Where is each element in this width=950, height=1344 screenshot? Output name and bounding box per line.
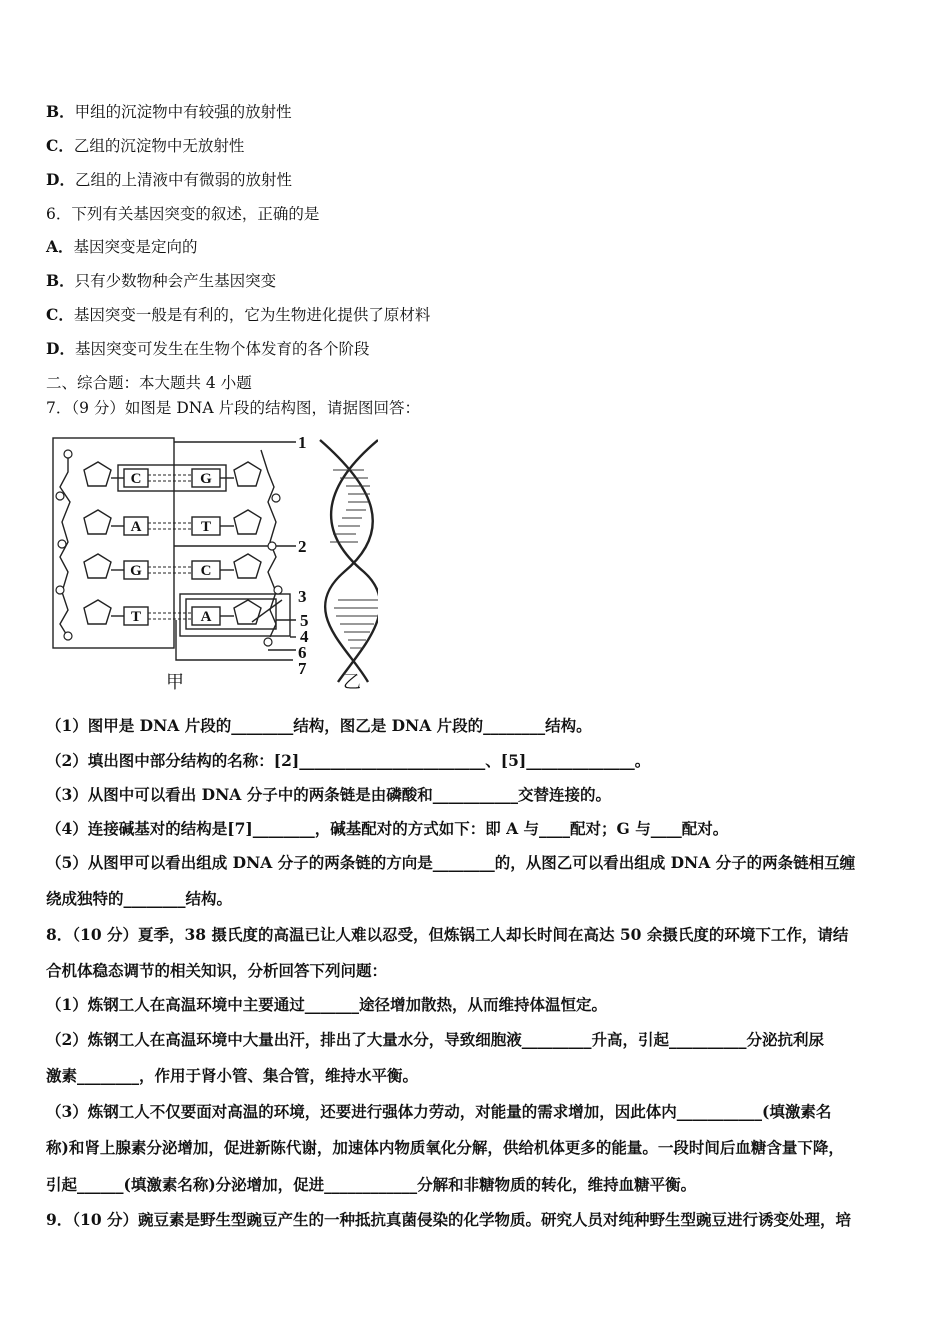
base-left-4: T bbox=[130, 609, 142, 625]
label-3: 3 bbox=[298, 587, 307, 606]
q8-sub-2: （2）炼钢工人在高温环境中大量出汗，排出了大量水分，导致细胞液_________升高，引起__________分泌抗利尿 bbox=[46, 1030, 825, 1049]
q8-sub-3-cont2: 引起______(填激素名称)分泌增加，促进____________分解和非糖物质的转化，维持血糖平衡。 bbox=[46, 1175, 697, 1194]
label-6: 6 bbox=[298, 643, 307, 662]
q9-stem: 9．（10 分）豌豆素是野生型豌豆产生的一种抵抗真菌侵染的化学物质。研究人员对纯种野生型豌豆进行诱变处理，培 bbox=[46, 1210, 852, 1229]
q7-sub-4: （4）连接碱基对的结构是[7]________，碱基配对的方式如下：即 A 与____配对；G 与____配对。 bbox=[46, 819, 729, 838]
figure-label-yi: 乙 bbox=[343, 672, 361, 692]
q8-sub-3: （3）炼钢工人不仅要面对高温的环境，还要进行强体力劳动，对能量的需求增加，因此体内___________(填激素名 bbox=[46, 1102, 832, 1121]
q7-sub-5: （5）从图甲可以看出组成 DNA 分子的两条链的方向是________的，从图乙可以看出组成 DNA 分子的两条链相互缠 bbox=[46, 853, 856, 872]
q7-sub-1: （1）图甲是 DNA 片段的________结构，图乙是 DNA 片段的________结构。 bbox=[46, 716, 592, 735]
q8-stem-line1: 8．（10 分）夏季，38 摄氏度的高温已让人难以忍受，但炼锅工人却长时间在高达 50 余摄氏度的环境下工作，请结 bbox=[46, 925, 849, 944]
base-left-2: A bbox=[130, 519, 142, 535]
figure-label-jia: 甲 bbox=[166, 672, 184, 692]
q6-option-b: B．只有少数物种会产生基因突变 bbox=[46, 271, 277, 290]
section-title: 二、综合题：本大题共 4 小题 bbox=[46, 374, 252, 392]
q6-option-d: D．基因突变可发生在生物个体发育的各个阶段 bbox=[46, 339, 370, 358]
q5-option-d: D．乙组的上清液中有微弱的放射性 bbox=[46, 170, 292, 189]
label-1: 1 bbox=[298, 433, 307, 452]
base-right-4: A bbox=[200, 609, 212, 625]
q7-sub-3: （3）从图中可以看出 DNA 分子中的两条链是由磷酸和___________交替连接的。 bbox=[46, 785, 611, 804]
q8-sub-3-cont: 称)和肾上腺素分泌增加，促进新陈代谢，加速体内物质氧化分解，供给机体更多的能量。一段时间后血糖含量下降， bbox=[46, 1138, 844, 1157]
label-4: 4 bbox=[300, 627, 309, 646]
q7-stem: 7．（9 分）如图是 DNA 片段的结构图，请据图回答： bbox=[46, 399, 420, 417]
base-right-2: T bbox=[200, 519, 212, 535]
base-left-1: C bbox=[130, 471, 142, 487]
base-left-3: G bbox=[130, 563, 142, 579]
label-5: 5 bbox=[300, 611, 309, 630]
q6-stem: 6．下列有关基因突变的叙述，正确的是 bbox=[46, 205, 320, 223]
q5-option-c: C．乙组的沉淀物中无放射性 bbox=[46, 136, 245, 155]
label-7: 7 bbox=[298, 659, 307, 678]
q6-option-c: C．基因突变一般是有利的，它为生物进化提供了原材料 bbox=[46, 305, 431, 324]
label-2: 2 bbox=[298, 537, 307, 556]
q8-sub-1: （1）炼钢工人在高温环境中主要通过_______途径增加散热，从而维持体温恒定。 bbox=[46, 995, 608, 1014]
q6-option-a: A．基因突变是定向的 bbox=[46, 237, 198, 256]
q5-option-b: B．甲组的沉淀物中有较强的放射性 bbox=[46, 102, 292, 121]
q8-sub-2-cont: 激素________，作用于肾小管、集合管，维持水平衡。 bbox=[46, 1066, 419, 1085]
q8-stem-line2: 合机体稳态调节的相关知识，分析回答下列问题： bbox=[46, 961, 388, 980]
base-right-1: G bbox=[200, 471, 212, 487]
dna-structure-figure bbox=[48, 432, 378, 694]
q7-sub-5-cont: 绕成独特的________结构。 bbox=[46, 889, 233, 908]
base-right-3: C bbox=[200, 563, 212, 579]
q7-sub-2: （2）填出图中部分结构的名称：[2]________________________、[5]______________。 bbox=[46, 751, 651, 770]
